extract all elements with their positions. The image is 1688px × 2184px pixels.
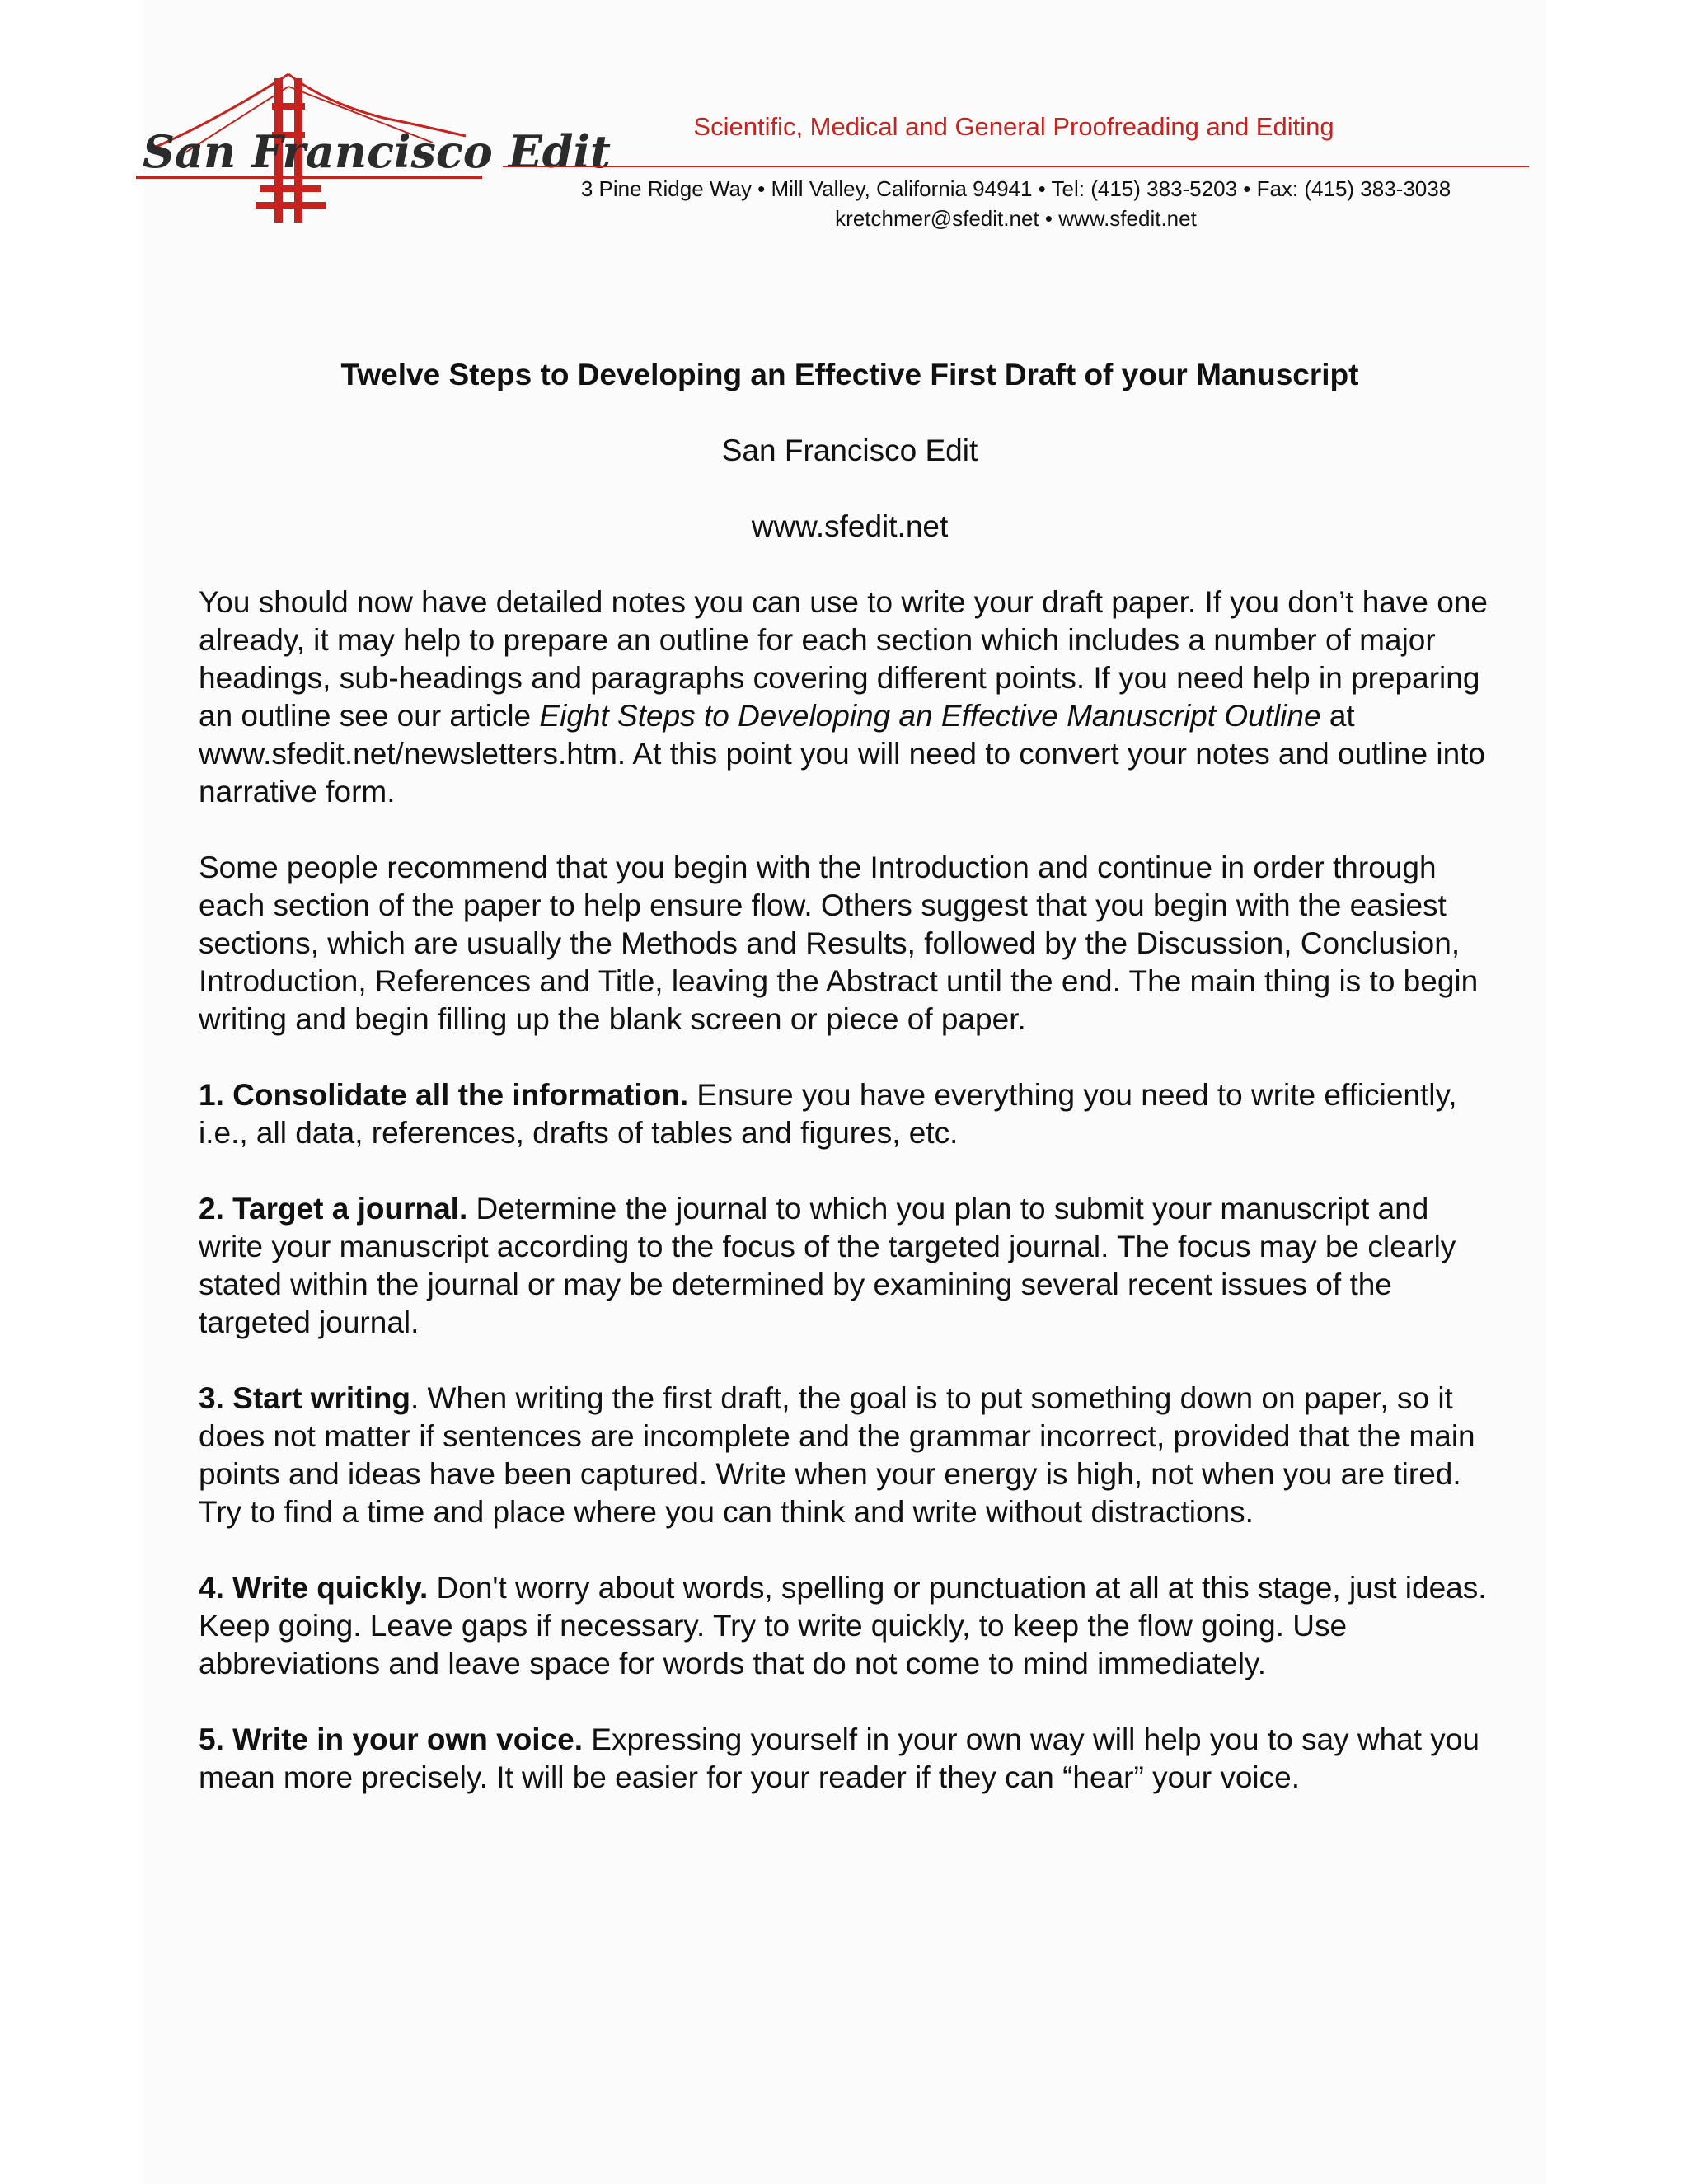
document-website: www.sfedit.net: [751, 509, 949, 543]
intro-paragraph-2: Some people recommend that you begin with the Introduction and continue in order through each section of the paper to help ensure flow. Others suggest that you begin with the easiest sections, which are usually the Methods and Results, followed by the Discussion, Conclusion, Introduction, References and Title, leaving the Abstract until the end. The main thing is to begin writing and begin filling up the blank screen or piece of paper.: [199, 851, 1479, 1036]
step-body: Expressing yourself in your own way will help you to say what you mean more precisely. It will be easier for your reader if they can “hear” your voice.: [199, 1722, 1479, 1794]
document-author: San Francisco Edit: [721, 434, 978, 467]
step-heading: 2. Target a journal.: [199, 1192, 468, 1226]
tagline: Scientific, Medical and General Proofreading and Editing: [693, 112, 1334, 141]
step-body: Determine the journal to which you plan to submit your manuscript and write your manuscript according to the focus of the targeted journal. The focus may be clearly stated within the journal or may be determined by examining several recent issues of the targeted journal.: [199, 1192, 1456, 1339]
step-4: [199, 1569, 1501, 1683]
step-body: Don't worry about words, spelling or punctuation at all at this stage, just ideas. Keep going. Leave gaps if necessary. Try to write quickly, to keep the flow going. Use abbreviations and leave space for words that do not come to mind immediately.: [199, 1571, 1487, 1680]
article-title: Eight Steps to Developing an Effective Manuscript Outline: [539, 699, 1321, 733]
golden-gate-logo-icon: [136, 70, 612, 227]
step-5: [199, 1721, 1501, 1797]
step-heading: 5. Write in your own voice.: [199, 1722, 584, 1756]
address-line: 3 Pine Ridge Way • Mill Valley, California 94941 • Tel: (415) 383-5203 • Fax: (415) 383-3038: [580, 176, 1451, 201]
step-3: [199, 1380, 1501, 1531]
intro-paragraph-1: You should now have detailed notes you can use to write your draft paper. If you don’t have one already, it may help to prepare an outline for each section which includes a number of major headings, sub-headings and paragraphs covering different points. If you need help in preparing an outline see our article Eight Steps to Developing an Effective Manuscript Outline at www.sfedit.net/newsletters.htm. At this point you will need to convert your notes and outline into narrative form.: [199, 585, 1488, 808]
sf-edit-logo: [136, 70, 612, 227]
step-heading: 1. Consolidate all the information.: [199, 1078, 689, 1112]
step-heading: 3. Start writing: [199, 1381, 410, 1415]
step-body: . When writing the first draft, the goal is to put something down on paper, so it does not matter if sentences are incomplete and the grammar incorrect, provided that the main points and ideas have been captured. Write when your energy is high, not when you are tired. Try to find a time and place where you can think and write without distractions.: [199, 1381, 1475, 1529]
step-body: Ensure you have everything you need to write efficiently, i.e., all data, references, drafts of tables and figures, etc.: [199, 1078, 1457, 1150]
svg-text:San Francisco Edit: San Francisco Edit: [143, 125, 612, 178]
header-divider: [503, 166, 1529, 167]
step-heading: 4. Write quickly.: [199, 1571, 429, 1605]
step-2: [199, 1190, 1501, 1342]
document-title: Twelve Steps to Developing an Effective First Draft of your Manuscript: [340, 358, 1359, 391]
contact-line: kretchmer@sfedit.net • www.sfedit.net: [835, 206, 1197, 231]
contact-block: [503, 174, 1529, 233]
step-1: [199, 1076, 1501, 1152]
document-body: [199, 330, 1501, 1797]
letterhead: [0, 0, 1688, 247]
